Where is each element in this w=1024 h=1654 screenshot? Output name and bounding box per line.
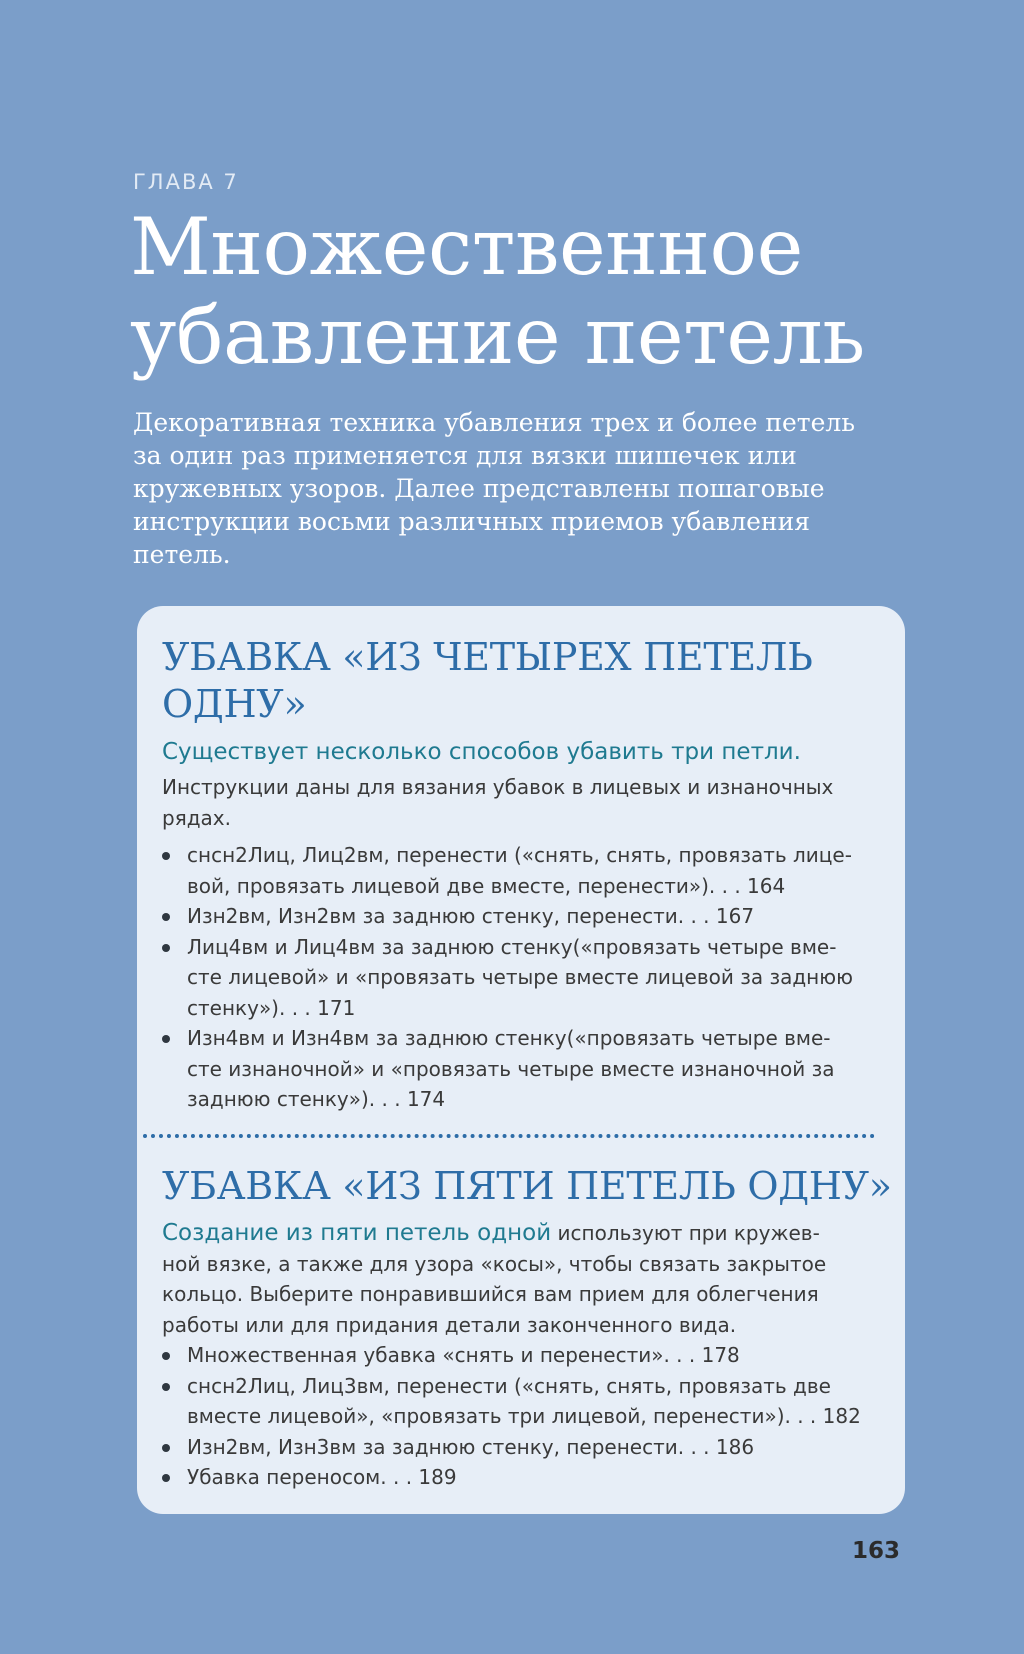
- section2-body: [162, 1218, 826, 1340]
- section2-list: [162, 1340, 861, 1493]
- intro-line: петель.: [133, 540, 231, 569]
- list-item-line: вой, провязать лицевой две вместе, перенести»). . . 164: [187, 873, 786, 898]
- section2-heading-line: УБАВКА «ИЗ ПЯТИ ПЕТЕЛЬ ОДНУ»: [162, 1164, 892, 1208]
- list-item: [162, 932, 853, 1024]
- section1-body: [162, 772, 833, 833]
- list-item-line: заднюю стенку»). . . 174: [187, 1087, 446, 1111]
- section2-lead: Создание из пяти петель одной: [162, 1220, 552, 1246]
- list-item: [162, 1340, 861, 1371]
- list-item-line: Изн2вм, Изн3вм за заднюю стенку, перенести. . . 186: [187, 1434, 755, 1459]
- intro-line: за один раз применяется для вязки шишечек или: [133, 441, 797, 470]
- list-item-line: Изн4вм и Изн4вм за заднюю стенку(«провязать четыре вме-: [187, 1026, 831, 1050]
- list-item: [162, 901, 853, 932]
- chapter-intro: [133, 406, 913, 571]
- list-item-line: снсн2Лиц, Лиц3вм, перенести («снять, снять, провязать две: [187, 1373, 831, 1398]
- chapter-title-line: Множественное: [130, 201, 803, 293]
- section-divider: [143, 1134, 875, 1138]
- section2-body-first-line: [162, 1218, 826, 1249]
- chapter-label: ГЛАВА 7: [133, 170, 239, 194]
- section1-heading-line: ОДНУ»: [162, 682, 307, 726]
- chapter-title: [130, 203, 990, 381]
- list-item: [162, 1371, 861, 1432]
- list-item-line: Убавка переносом. . . 189: [187, 1465, 457, 1489]
- list-item: [162, 1023, 853, 1115]
- list-item-line: Множественная убавка «снять и перенести». . . 178: [187, 1343, 740, 1367]
- section2-body-line: кольцо. Выберите понравившийся вам прием для облегчения: [162, 1282, 819, 1306]
- section1-body-line: Инструкции даны для вязания убавок в лицевых и изнаночных: [162, 775, 834, 799]
- list-item-line: стенку»). . . 171: [187, 995, 356, 1020]
- section2-body-line: ной вязке, а также для узора «косы», чтобы связать закрытое: [162, 1251, 827, 1276]
- list-item-line: снсн2Лиц, Лиц2вм, перенести («снять, снять, провязать лице-: [187, 843, 852, 867]
- intro-line: Декоративная техника убавления трех и более петель: [133, 408, 855, 437]
- intro-line: кружевных узоров. Далее представлены пошаговые: [133, 474, 825, 503]
- list-item: [162, 1462, 861, 1493]
- section2-first-line-rest: используют при кружев-: [551, 1221, 820, 1245]
- list-item-line: сте лицевой» и «провязать четыре вместе лицевой за заднюю: [187, 965, 853, 989]
- section1-heading-line: УБАВКА «ИЗ ЧЕТЫРЕХ ПЕТЕЛЬ: [162, 635, 813, 679]
- section2-body-line: работы или для придания детали законченного вида.: [162, 1312, 737, 1337]
- page-number: 163: [852, 1538, 901, 1564]
- section1-body-line: рядах.: [162, 805, 232, 830]
- list-item-line: вместе лицевой», «провязать три лицевой, перенести»). . . 182: [187, 1404, 861, 1428]
- list-item-line: Изн2вм, Изн2вм за заднюю стенку, перенести. . . 167: [187, 904, 755, 928]
- list-item-line: сте изнаночной» и «провязать четыре вместе изнаночной за: [187, 1056, 835, 1081]
- chapter-title-line: убавление петель: [130, 290, 865, 382]
- section1-heading: [162, 634, 813, 728]
- intro-line: инструкции восьми различных приемов убавления: [133, 507, 811, 536]
- list-item-line: Лиц4вм и Лиц4вм за заднюю стенку(«провязать четыре вме-: [187, 934, 837, 959]
- list-item: [162, 840, 853, 901]
- section1-list: [162, 840, 853, 1115]
- section1-subhead: Существует несколько способов убавить три петли.: [162, 739, 801, 765]
- section2-heading: [162, 1163, 892, 1210]
- list-item: [162, 1432, 861, 1463]
